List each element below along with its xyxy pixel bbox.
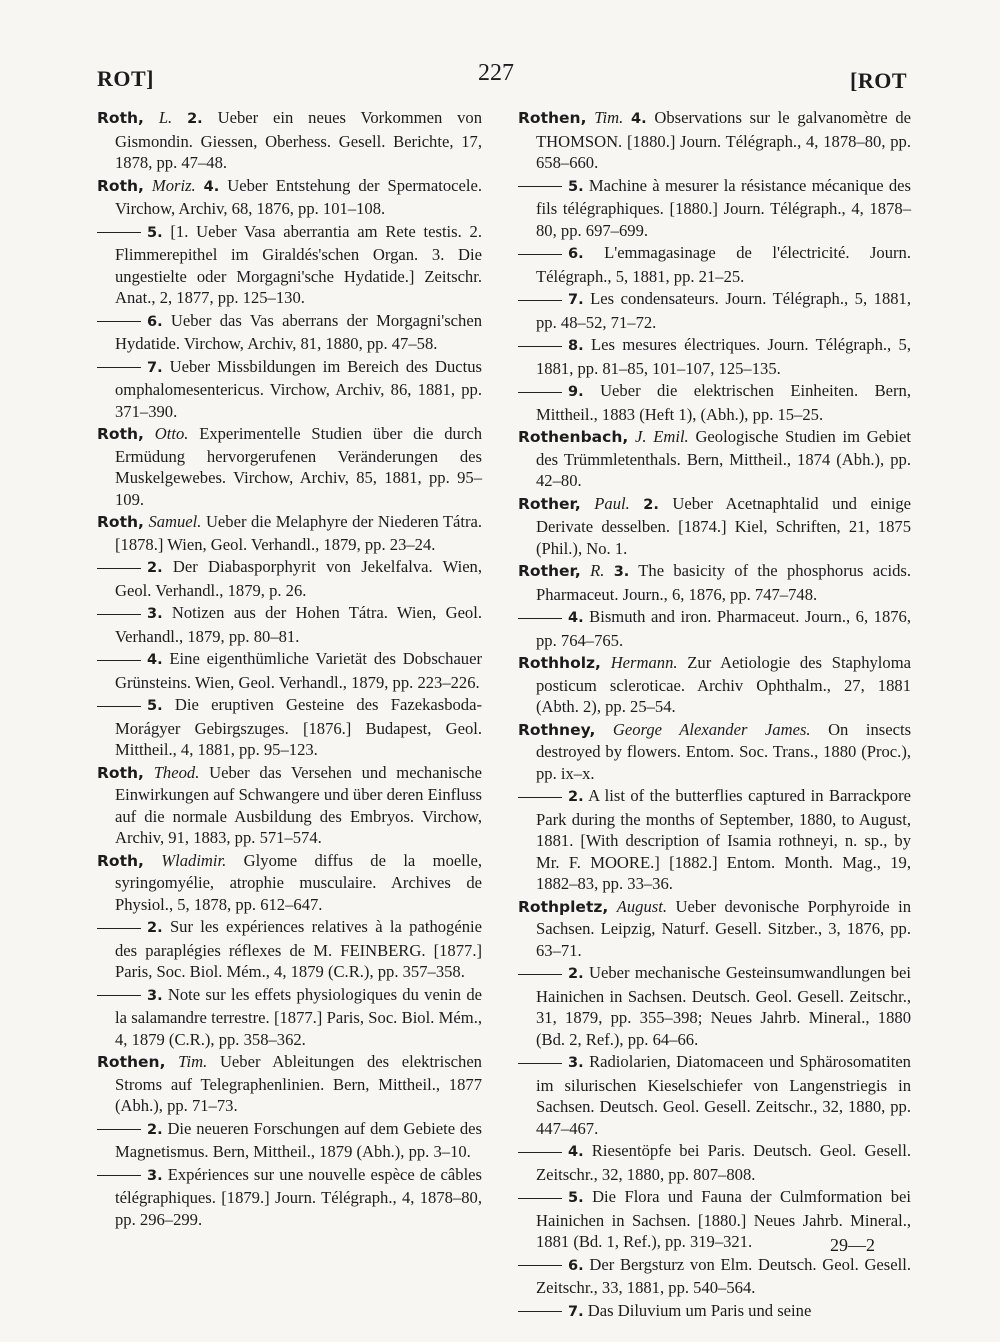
author-surname: Roth, [97, 109, 144, 127]
entry-number: 4. [631, 111, 647, 127]
author-surname: Roth, [97, 513, 144, 531]
right-column [518, 107, 911, 1324]
entry-text: Ueber das Versehen und mechanische Einwirkungen auf Schwangere und über deren Einfluss auf die normale Ausbildung des Embryos. Virchow, Archiv, 91, 1883, pp. 571–574. [115, 762, 482, 847]
bibliography-entry [97, 423, 482, 510]
entry-text: Les mesures électriques. Journ. Télégraph., 5, 1881, pp. 81–85, 101–107, 125–135. [536, 335, 911, 378]
entry-text: Ueber ein neues Vorkommen von Gismondin. Giessen, Oberhess. Gesell. Berichte, 17, 1878, pp. 47–48. [115, 108, 483, 172]
bibliography-subentry [518, 334, 911, 379]
ditto-dash [97, 1175, 141, 1176]
entry-number: 6. [147, 313, 163, 330]
entry-text: Ueber die elektrischen Einheiten. Bern, Mittheil., 1883 (Heft 1), (Abh.), pp. 15–25. [536, 381, 911, 424]
bibliography-entry [518, 652, 911, 718]
entry-text: Expériences sur une nouvelle espèce de câbles télégraphiques. [1879.] Journ. Télégraph., 4, 1878–80, pp. 296–299. [115, 1164, 483, 1229]
bibliography-subentry [97, 310, 482, 355]
ditto-dash [97, 367, 141, 368]
entry-text: Zur Aetiologie des Staphyloma posticum scleroticae. Archiv Ophthalm., 27, 1881 (Abth. 2), pp. 25–54. [536, 653, 911, 716]
author-surname: Rother, [518, 494, 581, 513]
ditto-dash [97, 321, 141, 322]
page-number: 227 [478, 60, 514, 86]
entry-number: 3. [147, 606, 163, 622]
entry-number: 3. [613, 564, 630, 580]
entry-text: Ueber mechanische Gesteinsumwandlungen bei Hainichen in Sachsen. Deutsch. Geol. Gesell. Zeitschr., 31, 1879, pp. 355–398; Neues Jahrb. Mineral., 1880 (Bd. 2, Ref.), pp. 64–66. [536, 963, 911, 1049]
entry-text: Der Bergsturz von Elm. Deutsch. Geol. Gesell. Zeitschr., 33, 1881, pp. 540–564. [536, 1254, 911, 1297]
ditto-dash [518, 300, 562, 301]
left-column [97, 107, 482, 1231]
author-surname: Rothney, [518, 720, 596, 739]
entry-number: 8. [568, 338, 584, 354]
author-given-name: Tim. [594, 108, 624, 127]
bibliography-entry [518, 560, 911, 605]
bibliography-subentry [97, 556, 482, 601]
entry-text: Experimentelle Studien über die durch Ermüdung hervorgerufenen Veränderungen des Muskelgewebes. Virchow, Archiv, 85, 1881, pp. 95–109. [115, 424, 483, 509]
entry-number: 5. [147, 698, 163, 714]
ditto-dash [518, 1311, 562, 1312]
entry-number: 4. [568, 1144, 584, 1160]
author-surname: Rothen, [97, 1053, 166, 1071]
ditto-dash [97, 568, 141, 569]
ditto-dash [97, 232, 141, 233]
author-given-name: August. [616, 896, 667, 916]
author-surname: Roth, [97, 425, 144, 443]
ditto-dash [518, 1198, 562, 1199]
bibliography-subentry [97, 1164, 482, 1231]
running-head-left: ROT] [97, 66, 154, 91]
entry-number: 2. [187, 111, 203, 127]
author-surname: Rothenbach, [518, 428, 629, 446]
ditto-dash [518, 346, 562, 347]
bibliography-entry [518, 896, 911, 962]
entry-number: 2. [147, 560, 163, 576]
ditto-dash [518, 1152, 562, 1153]
ditto-dash [518, 254, 562, 255]
ditto-dash [97, 660, 141, 661]
entry-text: Riesentöpfe bei Paris. Deutsch. Geol. Gesell. Zeitschr., 32, 1880, pp. 807–808. [536, 1141, 912, 1184]
entry-text: Ueber die Melaphyre der Niederen Tátra. [1878.] Wien, Geol. Verhandl., 1879, pp. 23–24. [115, 512, 483, 554]
running-head-right: [ROT [850, 68, 907, 93]
bibliography-subentry [518, 962, 911, 1050]
entry-number: 5. [568, 1190, 584, 1206]
bibliography-entry [97, 175, 482, 220]
bibliography-subentry [518, 1140, 911, 1185]
author-given-name: Tim. [178, 1052, 208, 1071]
author-given-name: Wladimir. [161, 850, 227, 870]
entry-number: 6. [568, 246, 584, 262]
author-given-name: Samuel. [148, 512, 202, 531]
ditto-dash [97, 928, 141, 929]
entry-text: Observations sur le galvanomètre de THOMSON. [1880.] Journ. Télégraph., 4, 1878–80, pp. 658–660. [536, 108, 912, 172]
entry-text: On insects destroyed by flowers. Entom. Soc. Trans., 1880 (Proc.), pp. ix–x. [536, 719, 912, 783]
entry-number: 2. [147, 1121, 163, 1138]
bibliography-entry [97, 762, 482, 849]
bibliography-entry [97, 511, 482, 555]
bibliography-subentry [97, 648, 482, 693]
author-surname: Rother, [518, 562, 581, 580]
entry-text: Glyome diffus de la moelle, syringomyélie, atrophie musculaire. Archives de Physiol., 5, 1878, pp. 612–647. [115, 850, 482, 914]
entry-text: The basicity of the phosphorus acids. Pharmaceut. Journ., 6, 1876, pp. 747–748. [536, 561, 912, 604]
entry-number: 3. [568, 1055, 584, 1071]
author-surname: Roth, [97, 763, 144, 782]
bibliography-subentry [97, 984, 482, 1051]
author-surname: Rothpletz, [518, 897, 609, 916]
bibliography-subentry [97, 221, 482, 309]
entry-number: 4. [147, 652, 163, 668]
entry-number: 9. [568, 384, 584, 400]
entry-text: Bismuth and iron. Pharmaceut. Journ., 6, 1876, pp. 764–765. [536, 607, 911, 650]
entry-text: Die eruptiven Gesteine des Fazekasboda-Morágyer Gebirgszuges. [1876.] Budapest, Geol. Mittheil., 4, 1881, pp. 95–123. [115, 695, 482, 759]
entry-text: Ueber Ableitungen des elektrischen Stroms auf Telegraphenlinien. Bern, Mittheil., 1877 (Abh.), pp. 71–73. [115, 1052, 482, 1115]
entry-text: Geologische Studien im Gebiet des Trümmletenthals. Bern, Mittheil., 1874 (Abh.), pp. 42–80. [536, 427, 912, 490]
ditto-dash [518, 186, 562, 187]
author-surname: Roth, [97, 851, 144, 870]
bibliography-entry [97, 107, 482, 174]
entry-text: Radiolarien, Diatomaceen und Sphärosomatiten im silurischen Kieselschiefer von Langenstriegis in Sachsen. Deutsch. Geol. Gesell. Zeitschr., 32, 1880, pp. 447–467. [536, 1052, 911, 1138]
entry-text: Eine eigenthümliche Varietät des Dobschauer Grünsteins. Wien, Geol. Verhandl., 1879, pp. 223–226. [115, 649, 482, 692]
bibliography-subentry [518, 1254, 911, 1299]
ditto-dash [97, 995, 141, 996]
entry-text: [1. Ueber Vasa aberrantia am Rete testis. 2. Flimmerepithel im Giraldés'schen Organ. 3. Die ungestielte oder Morgagni'sche Hydatide.] Zeitschr. Anat., 2, 1877, pp. 125–130. [115, 221, 482, 307]
entry-text: A list of the butterflies captured in Barrackpore Park during the months of September, 1880, to August, 1881. [With description of Isamia rothneyi, n. sp., by Mr. F. MOORE.] [1882.] Entom. Month. Mag., 19, 1882–83, pp. 33–36. [536, 786, 911, 893]
bibliography-entry [518, 719, 911, 785]
entry-text: Note sur les effets physiologiques du venin de la salamandre terrestre. [1877.] Paris, Soc. Biol. Mém., 4, 1879 (C.R.), pp. 358–362. [115, 984, 482, 1049]
bibliography-subentry [97, 916, 482, 983]
ditto-dash [518, 1265, 562, 1266]
ditto-dash [518, 974, 562, 975]
ditto-dash [518, 618, 562, 619]
bibliography-entry [518, 107, 911, 174]
author-given-name: George Alexander James. [612, 719, 811, 739]
entry-text: Das Diluvium um Paris und seine [587, 1300, 812, 1320]
author-given-name: Paul. [594, 493, 630, 513]
author-given-name: Hermann. [610, 653, 678, 672]
ditto-dash [97, 614, 141, 615]
entry-number: 7. [568, 292, 584, 308]
bibliography-subentry [518, 785, 911, 895]
author-given-name: L. [158, 108, 173, 127]
ditto-dash [97, 706, 141, 707]
entry-text: Ueber das Vas aberrans der Morgagni'schen Hydatide. Virchow, Archiv, 81, 1880, pp. 47–58. [115, 310, 482, 353]
ditto-dash [518, 797, 562, 798]
entry-text: Die Flora und Fauna der Culmformation bei Hainichen in Sachsen. [1880.] Neues Jahrb. Mineral., 1881 (Bd. 1, Ref.), pp. 319–321. [536, 1187, 911, 1251]
author-surname: Rothholz, [518, 654, 601, 672]
ditto-dash [518, 392, 562, 393]
bibliography-entry [518, 426, 911, 492]
bibliography-subentry [518, 1051, 911, 1139]
entry-text: Ueber Entstehung der Spermatocele. Virchow, Archiv, 68, 1876, pp. 101–108. [115, 175, 482, 218]
bibliography-subentry [97, 694, 482, 761]
entry-text: Sur les expériences relatives à la pathogénie des paraplégies réflexes de M. FEINBERG. [1877.] Paris, Soc. Biol. Mém., 4, 1879 (C.R.), pp. 357–358. [115, 917, 482, 981]
author-given-name: R. [590, 561, 605, 580]
signature-mark: 29—2 [830, 1235, 875, 1255]
author-given-name: Theod. [153, 762, 200, 782]
entry-number: 3. [147, 987, 163, 1004]
entry-number: 7. [568, 1303, 584, 1320]
entry-number: 3. [147, 1167, 163, 1184]
bibliography-subentry [518, 606, 911, 651]
author-given-name: Moriz. [151, 175, 196, 195]
entry-text: Les condensateurs. Journ. Télégraph., 5, 1881, pp. 48–52, 71–72. [536, 289, 912, 332]
author-given-name: J. Emil. [634, 427, 689, 446]
page-header [0, 60, 1000, 106]
entry-text: Machine à mesurer la résistance mécanique des fils télégraphiques. [1880.] Journ. Télégraph., 4, 1878–80, pp. 697–699. [536, 175, 911, 240]
entry-text: Ueber Acetnaphtalid und einige Derivate desselben. [1874.] Kiel, Schriften, 21, 1875 (Phil.), No. 1. [536, 493, 912, 558]
entry-text: Der Diabasporphyrit von Jekelfalva. Wien, Geol. Verhandl., 1879, p. 26. [115, 557, 483, 600]
entry-number: 4. [203, 178, 220, 195]
entry-text: L'emmagasinage de l'électricité. Journ. Télégraph., 5, 1881, pp. 21–25. [536, 243, 911, 286]
entry-number: 2. [147, 920, 163, 936]
bibliography-subentry [518, 380, 911, 425]
entry-number: 4. [568, 610, 584, 626]
entry-text: Die neueren Forschungen auf dem Gebiete des Magnetismus. Bern, Mittheil., 1879 (Abh.), pp. 3–10. [115, 1118, 482, 1161]
entry-number: 5. [147, 224, 163, 241]
ditto-dash [518, 1063, 562, 1064]
entry-number: 5. [568, 178, 584, 195]
ditto-dash [97, 1129, 141, 1130]
entry-text: Ueber devonische Porphyroide in Sachsen. Leipzig, Naturf. Gesell. Sitzber., 3, 1876, pp. 63–71. [536, 896, 911, 960]
bibliography-subentry [97, 602, 482, 647]
entry-text: Notizen aus der Hohen Tátra. Wien, Geol. Verhandl., 1879, pp. 80–81. [115, 603, 482, 646]
bibliography-entry [97, 1051, 482, 1117]
bibliography-subentry [518, 175, 911, 242]
bibliography-subentry [97, 356, 482, 423]
entry-number: 2. [643, 496, 659, 513]
entry-text: Ueber Missbildungen im Bereich des Ductus omphalomesentericus. Virchow, Archiv, 86, 1881, pp. 371–390. [115, 356, 482, 421]
entry-number: 2. [568, 789, 584, 805]
author-surname: Rothen, [518, 109, 587, 127]
bibliography-entry [518, 493, 911, 560]
entry-number: 7. [147, 359, 163, 376]
bibliography-subentry [518, 288, 911, 333]
bibliography-entry [97, 850, 482, 916]
bibliography-subentry [97, 1118, 482, 1163]
author-given-name: Otto. [154, 424, 189, 443]
bibliography-subentry [518, 242, 911, 287]
bibliography-subentry [518, 1300, 911, 1324]
entry-number: 6. [568, 1257, 584, 1274]
author-surname: Roth, [97, 176, 144, 195]
entry-number: 2. [568, 966, 584, 982]
